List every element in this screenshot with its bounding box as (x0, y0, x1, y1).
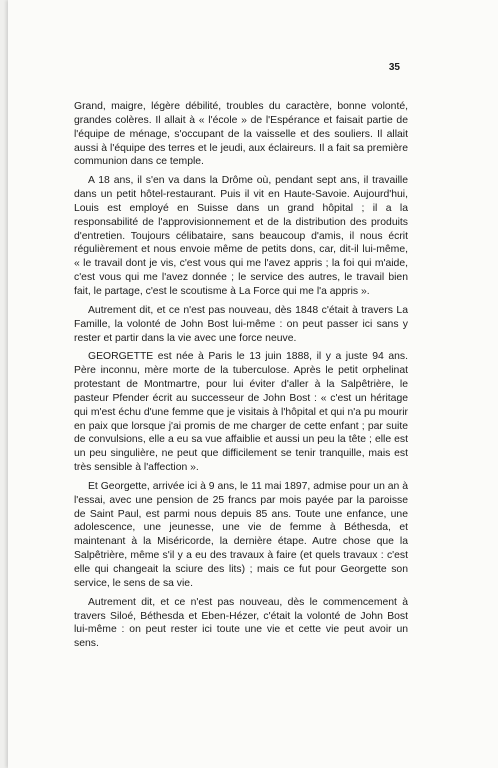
paragraph-5: Et Georgette, arrivée ici à 9 ans, le 11 mai 1897, admise pour un an à l'essai, avec une pension de 25 francs par mois payée par la paroisse de Saint Paul, est parmi nous depuis 85 ans. Toute une enfance, une adolescence, une jeunesse, une vie de femme à Béthesda, et maintenant à la Miséricorde, la dernière étape. Autre chose que la Salpêtrière, même s'il y a eu des travaux à faire (et quels travaux : c'est elle qui changeait la sciure des lits) ; mais ce fut pour Georgette son service, le sens de sa vie. (74, 480, 408, 589)
paragraph-2: A 18 ans, il s'en va dans la Drôme où, pendant sept ans, il travaille dans un petit hôtel-restaurant. Puis il vit en Haute-Savoie. Aujourd'hui, Louis est employé en Suisse dans un grand hôpital ; il a la responsabilité de l'approvisionnement et de la distribution des produits d'entretien. Toujours célibataire, sans beaucoup d'amis, il nous écrit régulièrement et nous envoie même de petits dons, car, dit-il lui-même, « le travail dont je vis, c'est vous qui me l'avez appris ; la foi qui m'aide, c'est vous qui me l'avez donnée ; le service des autres, le travail bien fait, le partage, c'est le scoutisme à La Force qui me l'a appris ». (74, 175, 408, 297)
page-number: 35 (388, 62, 400, 73)
paragraph-4: GEORGETTE est née à Paris le 13 juin 1888, il y a juste 94 ans. Père inconnu, mère morte de la tuberculose. Après le petit orphelinat protestant de Montmartre, pour lui éviter d'aller à la Salpêtrière, le pasteur Pfender écrit au successeur de John Bost : « c'est un héritage qui m'est échu d'une femme que je visitais à l'hôpital et qui n'a pu mourir en paix que lorsque j'ai promis de me charger de cette enfant ; par suite de convulsions, elle a eu sa vue affaiblie et aussi un peu la tête ; elle est un peu singulière, ne peut que difficilement se tenir tranquille, mais est très sensible à l'affection ». (74, 351, 408, 474)
book-page (8, 0, 498, 768)
body-text (74, 100, 408, 656)
paragraph-3: Autrement dit, et ce n'est pas nouveau, dès 1848 c'était à travers La Famille, la volonté de John Bost lui-même : on peut passer ici sans y rester et partir dans la vie avec une force neuve. (74, 304, 408, 344)
paragraph-1: Grand, maigre, légère débilité, troubles du caractère, bonne volonté, grandes colères. Il allait à « l'école » de l'Espérance et faisait partie de l'équipe de ménage, s'occupant de la vaisselle et des souliers. Il allait aussi à l'équipe des terres et le jeudi, aux éclaireurs. Il a fait sa première communion dans ce temple. (74, 101, 408, 168)
paragraph-6: Autrement dit, et ce n'est pas nouveau, dès le commencement à travers Siloé, Béthesda et Eben-Hézer, c'était la volonté de John Bost lui-même : on peut rester ici toute une vie et cette vie peut avoir un sens. (74, 596, 408, 650)
